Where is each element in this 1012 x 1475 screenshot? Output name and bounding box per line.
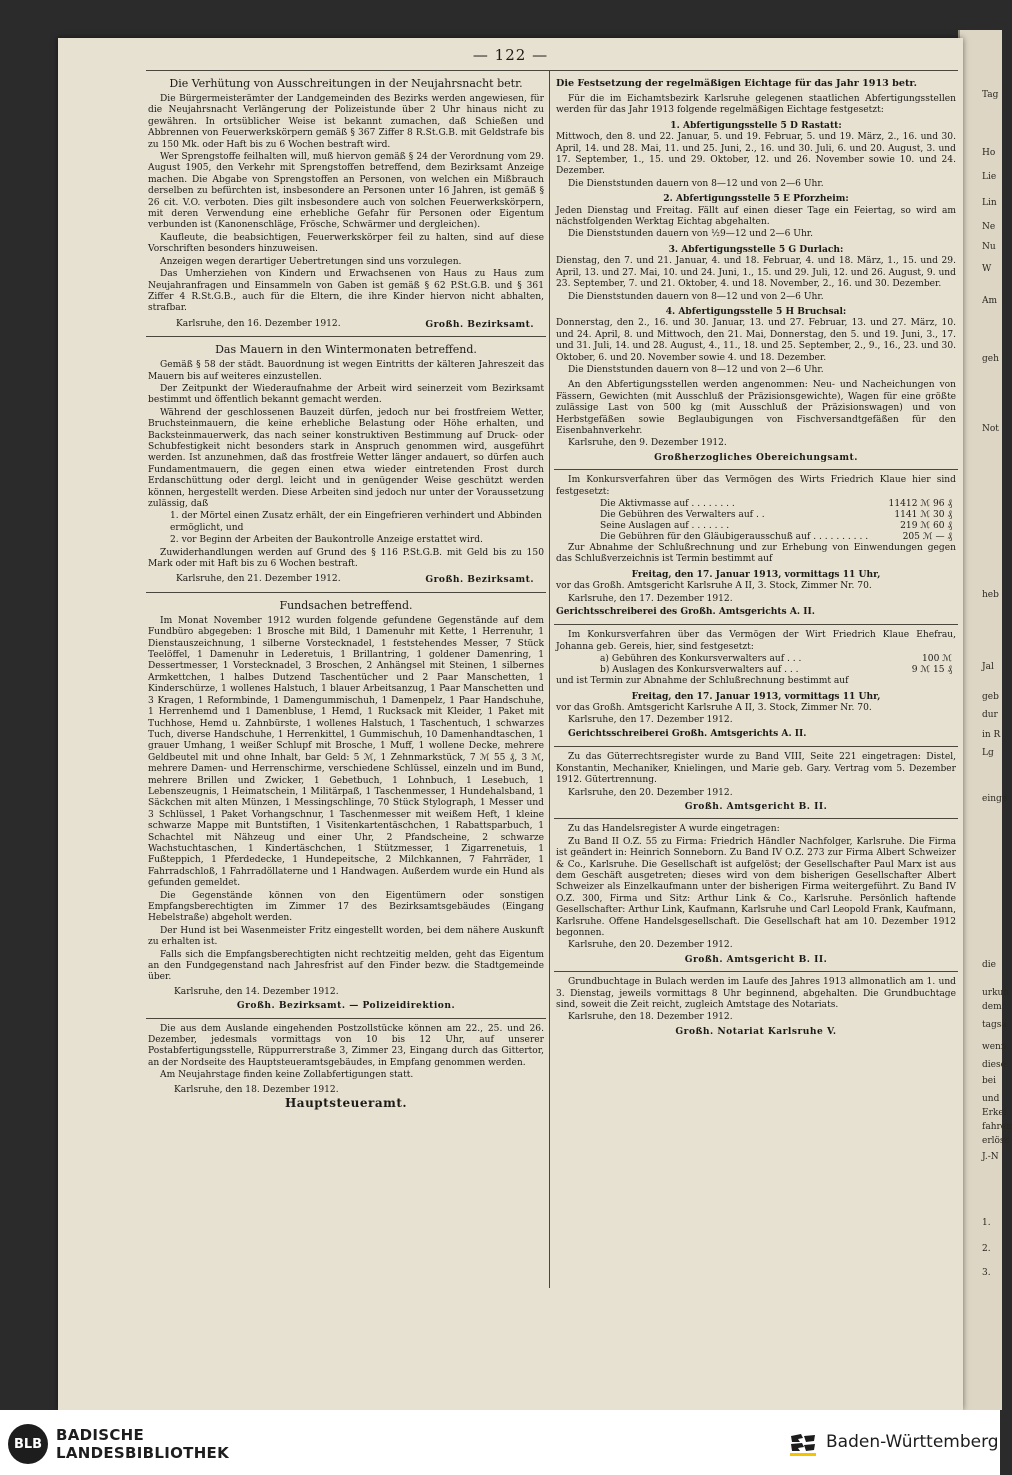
notice-title: Das Mauern in den Wintermonaten betreffend. [215, 343, 477, 357]
left-column [146, 74, 546, 1119]
edge-text-fragment: heb [982, 590, 999, 600]
library-name-line2: LANDESBIBLIOTHEK [56, 1444, 230, 1462]
column-divider [549, 70, 550, 1288]
notice-found-items [146, 596, 546, 1019]
notice-office: Hauptsteueramt. [284, 1096, 408, 1111]
table-row [556, 510, 956, 521]
edge-text-fragment: 1. [982, 1218, 991, 1228]
paragraph: Der Hund ist bei Wasenmeister Fritz eingestellt worden, bei dem nähere Auskunft zu erhalten ist. [148, 925, 544, 948]
edge-text-fragment: tagsa [982, 1020, 1007, 1030]
notice-date: Karlsruhe, den 17. Dezember 1912. [568, 715, 733, 726]
edge-text-fragment: Lin [982, 198, 997, 208]
edge-text-fragment: urkun [982, 988, 1010, 998]
section-heading: 3. Abfertigungsstelle 5 G Durlach: [668, 243, 844, 255]
hearing-date: Freitag, den 17. Januar 1913, vormittags 11 Uhr, [631, 568, 881, 580]
paragraph: Die Gegenstände können von den Eigentümern oder sonstigen Empfangsberechtigten im Zimmer 17 des Bezirksamtsgebäudes (Eingang Hebelstraße) abgeholt werden. [148, 890, 544, 924]
fee-value: 11412 ℳ 96 ₰ [888, 499, 952, 509]
notice-office: Großh. Notariat Karlsruhe V. [675, 1025, 837, 1037]
notice-office: Großh. Bezirksamt. [425, 318, 534, 330]
edge-text-fragment: wenn [982, 1042, 1007, 1052]
edge-text-fragment: Tag [982, 90, 999, 100]
section-heading: 1. Abfertigungsstelle 5 D Rastatt: [670, 119, 842, 131]
notice-office: Gerichtsschreiberei Großh. Amtsgerichts A. II. [568, 727, 807, 739]
hearing-date: Freitag, den 17. Januar 1913, vormittags 11 Uhr, [631, 690, 881, 702]
edge-text-fragment: und [982, 1094, 1000, 1104]
edge-text-fragment: 3. [982, 1268, 991, 1278]
edge-text-fragment: Nu [982, 242, 996, 252]
state-name[interactable]: Baden-Württemberg [826, 1432, 999, 1452]
newspaper-page [58, 38, 963, 1410]
paragraph: Das Umherziehen von Kindern und Erwachsenen von Haus zu Haus zum Neujahranfragen und Einsammeln von Gaben ist gemäß § 62 P.St.G.B. und § 361 Ziffer 4 R.St.G.B., auch für die Eltern, die ihre Kinder hiervon nicht abhalten, strafbar. [148, 269, 544, 314]
paragraph: Die Dienststunden dauern von 8—12 und von 2—6 Uhr. [568, 178, 824, 189]
library-name[interactable] [56, 1426, 229, 1462]
paragraph: Falls sich die Empfangsberechtigten nicht rechtzeitig melden, geht das Eigentum an den Fundgegenstand nach Jahresfrist auf den Finder bezw. die Stadtgemeinde über. [148, 949, 544, 983]
edge-text-fragment: J.-N [982, 1152, 999, 1162]
edge-text-fragment: Ho [982, 148, 996, 158]
fee-label: a) Gebühren des Konkursverwalters auf . . . [600, 654, 802, 665]
notice-date: Karlsruhe, den 21. Dezember 1912. [176, 574, 341, 585]
paragraph: Am Neujahrstage finden keine Zollabfertigungen statt. [160, 1070, 414, 1081]
notice-date: Karlsruhe, den 18. Dezember 1912. [174, 1084, 339, 1095]
paragraph: Für die im Eichamtsbezirk Karlsruhe gelegenen staatlichen Abfertigungsstellen werden für das Jahr 1913 folgende regelmäßigen Eichtage festgesetzt: [556, 94, 956, 116]
edge-text-fragment: geb [982, 692, 999, 702]
paragraph: Zu Band II O.Z. 55 zu Firma: Friedrich Händler Nachfolger, Karlsruhe. Die Firma ist geändert in: Heinrich Sonneborn. Zu Band IV O.Z. 273 zur Firma Albert Schweizer & Co., Karlsruhe. Die Gesellschaft ist aufgelöst; der Gesellschafter Paul Marx ist aus dem Geschäft ausgetreten; dieses wird von dem bisherigen Gesellschafter Albert Schweizer als Einzelkaufmann unter der bisherigen Firma weitergeführt. Zu Band IV O.Z. 300, Firma und Sitz: Arthur Link & Co., Karlsruhe. Persönlich haftende Gesellschafter: Arthur Link, Kaufmann, Karlsruhe und Carl Leopold Frank, Kaufmann, Karlsruhe. Offene Handelsgesellschaft. Die Gesellschaft hat am 10. Dezember 1912 begonnen. [556, 836, 956, 938]
paragraph: Wer Sprengstoffe feilhalten will, muß hiervon gemäß § 24 der Verordnung vom 29. August 1905, den Verkehr mit Sprengstoffen betreffend, dem Bezirksamt Anzeige machen. Die Abgabe von Sprengstoffen an Personen, von welchen ein Mißbrauch derselben zu befürchten ist, insbesondere an Personen unter 16 Jahren, ist gemäß § 26 cit. V.O. verboten. Dies gilt insbesondere auch von solchen Feuerwerkskörpern, mit deren Verwendung eine erhebliche Gefahr für Personen oder Eigentum verbunden ist (Kanonenschläge, Frösche, Schwärmer und dergleichen). [148, 152, 544, 231]
paragraph: vor das Großh. Amtsgericht Karlsruhe A II, 3. Stock, Zimmer Nr. 70. [556, 703, 872, 714]
fee-table [556, 654, 956, 676]
next-page-edge [958, 30, 1012, 1410]
paragraph: Die Dienststunden dauern von ½9—12 und 2—6 Uhr. [568, 229, 814, 240]
notice-property-register [554, 750, 958, 819]
notice-office: Großh. Amtsgericht B. II. [684, 953, 828, 965]
notice-customs [146, 1022, 546, 1116]
fee-value: 9 ℳ 15 ₰ [911, 665, 952, 676]
edge-text-fragment: 2. [982, 1244, 991, 1254]
notice-date: Karlsruhe, den 20. Dezember 1912. [568, 787, 733, 798]
notice-office: Großh. Bezirksamt. — Polizeidirektion. [236, 1000, 456, 1012]
notice-title: Die Verhütung von Ausschreitungen in der Neujahrsnacht betr. [169, 77, 523, 90]
table-row [556, 521, 956, 532]
paragraph: Zuwiderhandlungen werden auf Grund des § 116 P.St.G.B. mit Geld bis zu 150 Mark oder mit Haft bis zu 6 Wochen bestraft. [148, 547, 544, 570]
fee-label: Die Aktivmasse auf . . . . . . . . [600, 499, 735, 509]
fee-label: Die Gebühren des Verwalters auf . . [600, 510, 765, 520]
paragraph: Zu das Güterrechtsregister wurde zu Band VIII, Seite 221 eingetragen: Distel, Konstantin, Mechaniker, Knielingen, und Marie geb. Gary. Vertrag vom 5. Dezember 1912. Gütertrennung. [556, 752, 956, 786]
table-row [556, 499, 956, 510]
edge-text-fragment: bei [982, 1076, 996, 1086]
fee-table [556, 499, 956, 543]
notice-calibration-days [554, 74, 958, 470]
edge-text-fragment: dem [982, 1002, 1002, 1012]
table-row [556, 532, 956, 543]
fee-value: 100 ℳ [922, 654, 952, 665]
notice-office: Großh. Bezirksamt. [425, 574, 534, 586]
edge-text-fragment: Erkei [982, 1108, 1007, 1118]
notice-office: Gerichtsschreiberei des Großh. Amtsgerichts A. II. [556, 606, 815, 618]
notice-bankruptcy-2 [554, 628, 958, 747]
paragraph: Gemäß § 58 der städt. Bauordnung ist wegen Eintritts der kälteren Jahreszeit das Mauern bis auf weiteres einzustellen. [148, 360, 544, 382]
paragraph: Die Dienststunden dauern von 8—12 und von 2—6 Uhr. [568, 364, 824, 375]
edge-text-fragment: erlösc [982, 1136, 1010, 1146]
list-item: 2. vor Beginn der Arbeiten der Baukontrolle Anzeige erstattet wird. [170, 535, 483, 546]
notice-date: Karlsruhe, den 16. Dezember 1912. [176, 318, 341, 329]
lions-crest-icon [788, 1430, 818, 1458]
paragraph: An den Abfertigungsstellen werden angenommen: Neu- und Nacheichungen von Fässern, Gewichten (mit Ausschluß der Präzisionsgewichte), Wagen für eine größte zulässige Last von 500 kg (mit Ausschluß der Präzisionswagen) und von Herbstgefäßen sowie Beglaubigungen von Fischversandtgefäßen für den Eisenbahnverkehr. [556, 380, 956, 436]
section-heading: 4. Abfertigungsstelle 5 H Bruchsal: [665, 305, 847, 317]
paragraph: Der Zeitpunkt der Wiederaufnahme der Arbeit wird seinerzeit vom Bezirksamt bestimmt und öffentlich bekannt gemacht werden. [148, 383, 544, 406]
notice-office: Großh. Amtsgericht B. II. [684, 800, 828, 812]
edge-text-fragment: Not [982, 424, 999, 434]
paragraph: Dienstag, den 7. und 21. Januar, 4. und 18. Februar, 4. und 18. März, 1., 15. und 29. April, 13. und 27. Mai, 10. und 24. Juni, 1., 15. und 29. Juli, 12. und 26. August, 9. und 23. September, 7. und 21. Oktober, 4. und 18. November, 2., 16. und 30. Dezember. [556, 256, 956, 290]
paragraph: und ist Termin zur Abnahme der Schlußrechnung bestimmt auf [556, 676, 849, 687]
edge-text-fragment: einge [982, 794, 1008, 804]
edge-text-fragment: Jal [982, 662, 994, 672]
signature-line [148, 316, 544, 330]
notice-trade-register [554, 822, 958, 972]
notice-date: Karlsruhe, den 14. Dezember 1912. [174, 986, 339, 997]
fee-value: 219 ℳ 60 ₰ [900, 521, 952, 531]
list-item: 1. der Mörtel einen Zusatz erhält, der ein Eingefrieren verhindert und Abbinden ermöglicht, und [170, 511, 542, 533]
fee-label: Die Gebühren für den Gläubigerausschuß auf . . . . . . . . . . [600, 532, 869, 542]
notice-office: Großherzogliches Obereichungsamt. [654, 451, 858, 463]
right-column [554, 74, 958, 1046]
paragraph: Im Konkursverfahren über das Vermögen der Wirt Friedrich Klaue Ehefrau, Johanna geb. Gereis, hier, sind festgesetzt: [556, 630, 956, 652]
section-heading: 2. Abfertigungsstelle 5 E Pforzheim: [663, 193, 849, 205]
edge-text-fragment: W [982, 264, 992, 274]
notice-land-register [554, 975, 958, 1043]
fee-value: 205 ℳ — ₰ [902, 532, 952, 542]
fee-value: 1141 ℳ 30 ₰ [894, 510, 952, 520]
edge-text-fragment: Ne [982, 222, 996, 232]
paragraph: Donnerstag, den 2., 16. und 30. Januar, 13. und 27. Februar, 13. und 27. März, 10. und 24. April, 8. und Mittwoch, den 21. Mai, Donnerstag, den 5. und 19. Juni, 3., 17. und 31. Juli, 14. und 28. August, 4., 11., 18. und 25. September, 2., 9., 16., 23. und 30. Oktober, 6. und 20. November sowie 4. und 18. Dezember. [556, 318, 956, 363]
edge-text-fragment: fahren [982, 1122, 1012, 1132]
paragraph: Zur Abnahme der Schlußrechnung und zur Erhebung von Einwendungen gegen das Schlußverzeichnis ist Termin bestimmt auf [556, 543, 956, 565]
header-rule [146, 70, 958, 71]
paragraph: Zu das Handelsregister A wurde eingetragen: [568, 824, 780, 835]
fee-label: b) Auslagen des Konkursverwalters auf . . . [600, 665, 799, 676]
notice-title: Die Festsetzung der regelmäßigen Eichtage für das Jahr 1913 betr. [556, 78, 917, 89]
edge-text-fragment: Lg [982, 748, 994, 758]
signature-line [148, 571, 544, 585]
paragraph: vor das Großh. Amtsgericht Karlsruhe A II, 3. Stock, Zimmer Nr. 70. [556, 581, 872, 592]
blb-logo[interactable]: BLB [8, 1424, 48, 1464]
edge-text-fragment: diese [982, 1060, 1006, 1070]
paragraph: Grundbuchtage in Bulach werden im Laufe des Jahres 1913 allmonatlich am 1. und 3. Dienstag, jeweils vormittags 8 Uhr beginnend, abgehalten. Die Grundbuchtage sind, soweit die Zeit reicht, zugleich Amtstage des Notariats. [556, 977, 956, 1010]
edge-text-fragment: in R [982, 730, 1001, 740]
edge-text-fragment: Am [982, 296, 998, 306]
notice-date: Karlsruhe, den 18. Dezember 1912. [568, 1012, 733, 1023]
footer-bar [0, 1410, 1000, 1475]
notice-new-year [146, 74, 546, 337]
paragraph: Die Bürgermeisterämter der Landgemeinden des Bezirks werden angewiesen, für die Neujahrsnacht Verlängerung der Polizeistunde über 2 Uhr hinaus nicht zu gewähren. In ortsüblicher Weise ist bekannt zumachen, daß Schießen und Abbrennen von Feuerwerkskörpern gemäß § 367 Ziffer 8 R.St.G.B. mit Geldstrafe bis zu 150 Mk. oder Haft bis zu 6 Wochen bestraft wird. [148, 94, 544, 150]
paragraph: Jeden Dienstag und Freitag. Fällt auf einen dieser Tage ein Feiertag, so wird am nächstfolgenden Werktag Eichtag abgehalten. [556, 205, 956, 228]
paragraph: Im Monat November 1912 wurden folgende gefundene Gegenstände auf dem Fundbüro abgegeben: 1 Brosche mit Bild, 1 Damenuhr mit Kette, 1 Herrenuhr, 1 Dienstauszeichnung, 1 silberne Vorstecknadel, 1 feststehendes Messer, 7 Stück Teelöffel, 1 Damenuhr in Lederetuis, 1 Brillantring, 1 goldener Damenring, 1 Dessertmesser, 1 Vorstecknadel, 3 Broschen, 2 Anhängsel mit Steinen, 1 silbernes Armkettchen, 1 halbes Dutzend Taschentücher und 2 Paar Manschetten, 1 Kinderschürze, 1 wollenes Halstuch, 1 blauer Arbeitsanzug, 1 Paar Manschetten und 3 Kragen, 1 Reformbinde, 1 Damengummischuh, 1 Damenpelz, 1 Paar Handschuhe, 1 Herrenhemd und 1 Damenbluse, 1 Hemd, 1 Rucksack mit Kleider, 1 Paket mit Tuchhose, Hemd u. Zahnbürste, 1 wollenes Halstuch, 1 Taschentuch, 1 schwarzes Tuch, diverse Handschuhe, 1 Herrenkittel, 1 Gummischuh, 10 Damenhandtaschen, 1 grauer Umhang, 1 weißer Schlupf mit Brosche, 1 Muff, 1 wollene Decke, mehrere Geldbeutel mit und ohne Inhalt, bar Geld: 5 ℳ, 1 Zehnmarkstück, 7 ℳ 55 ₰, 3 ℳ, mehrere Damen- und Herrenschirme, verschiedene Schlüssel, einzeln und im Bund, mehrere Brillen und Zwicker, 1 Gebetbuch, 1 Lohnbuch, 1 Lesebuch, 1 Lebenszeugnis, 1 Heimatschein, 1 Militärpaß, 1 Taschenmesser, 1 Hundehalsband, 1 Säckchen mit alten Münzen, 1 Messingschlinge, 70 Stück Stylograph, 1 Messer und 3 Schlüssel, 1 Paket Vorhangschnur, 1 Taschenmesser mit weißem Heft, 1 kleine schwarze Mappe mit Buntstiften, 1 Visitenkartentäschchen, 1 Rabattsparbuch, 1 Schachtel mit Nähzeug und einer Uhr, 2 Pfandscheine, 2 schwarze Wachstuchtaschen, 1 Kindertäschchen, 1 Stützmesser, 1 Zigarrenetuis, 1 Fußteppich, 1 Pferdedecke, 1 Hundepeitsche, 2 Milchkannen, 7 Fahrräder, 1 Fahrradschloß, 1 Fahrradöllaterne und 1 Handwagen. Außerdem wurde ein Hund als gefunden gemeldet. [148, 615, 544, 889]
paragraph: Während der geschlossenen Bauzeit dürfen, jedoch nur bei frostfreiem Wetter, Bruchsteinmauern, die keine erhebliche Belastung oder Höhe erhalten, und Backsteinmauerwerk, das nach seiner konstruktiven Bestimmung auf Druck- oder Schubfestigkeit nicht besonders stark in Anspruch genommen wird, ausgeführt werden. Ist anzunehmen, daß das frostfreie Wetter länger andauert, so dürfen auch Fundamentmauern, die gegen einen etwa wieder eintretenden Frost durch Erdanschüttung oder dergl. leicht und in genügender Weise geschützt werden können, hergestellt werden. Diese Arbeiten sind jedoch nur unter der Voraussetzung zulässig, daß [148, 407, 544, 509]
edge-text-fragment: Lie [982, 172, 997, 182]
notice-date: Karlsruhe, den 20. Dezember 1912. [568, 940, 733, 951]
notice-date: Karlsruhe, den 9. Dezember 1912. [568, 438, 727, 449]
fee-label: Seine Auslagen auf . . . . . . . [600, 521, 730, 531]
notice-bankruptcy-1 [554, 473, 958, 625]
notice-masonry [146, 340, 546, 593]
table-row [556, 665, 956, 676]
paragraph: Kaufleute, die beabsichtigen, Feuerwerkskörper feil zu halten, sind auf diese Vorschriften besonders hinzuweisen. [148, 232, 544, 255]
edge-text-fragment: geh [982, 354, 999, 364]
edge-text-fragment: die [982, 960, 996, 970]
paragraph: Mittwoch, den 8. und 22. Januar, 5. und 19. Februar, 5. und 19. März, 2., 16. und 30. April, 14. und 28. Mai, 11. und 25. Juni, 2., 16. und 30. Juli, 6. und 20. August, 3. und 17. September, 1., 15. und 29. Oktober, 12. und 26. November sowie 10. und 24. Dezember. [556, 132, 956, 177]
paragraph: Im Konkursverfahren über das Vermögen des Wirts Friedrich Klaue hier sind festgesetzt: [556, 475, 956, 497]
page-number: — 122 — [472, 46, 549, 64]
library-name-line1: BADISCHE [56, 1426, 145, 1444]
paragraph: Die aus dem Auslande eingehenden Postzollstücke können am 22., 25. und 26. Dezember, jedesmals vormittags von 10 bis 12 Uhr, auf unserer Postabfertigungsstelle, Rüppurrerstraße 3, Zimmer 23, Eingang durch das Gittertor, an der Nordseite des Hauptsteueramtsgebäudes, in Empfang genommen werden. [148, 1023, 544, 1068]
notice-date: Karlsruhe, den 17. Dezember 1912. [568, 593, 733, 604]
table-row [556, 654, 956, 665]
paragraph: Die Dienststunden dauern von 8—12 und von 2—6 Uhr. [568, 291, 824, 302]
notice-title: Fundsachen betreffend. [279, 598, 413, 612]
edge-text-fragment: dur [982, 710, 998, 720]
paragraph: Anzeigen wegen derartiger Uebertretungen sind uns vorzulegen. [160, 256, 462, 267]
